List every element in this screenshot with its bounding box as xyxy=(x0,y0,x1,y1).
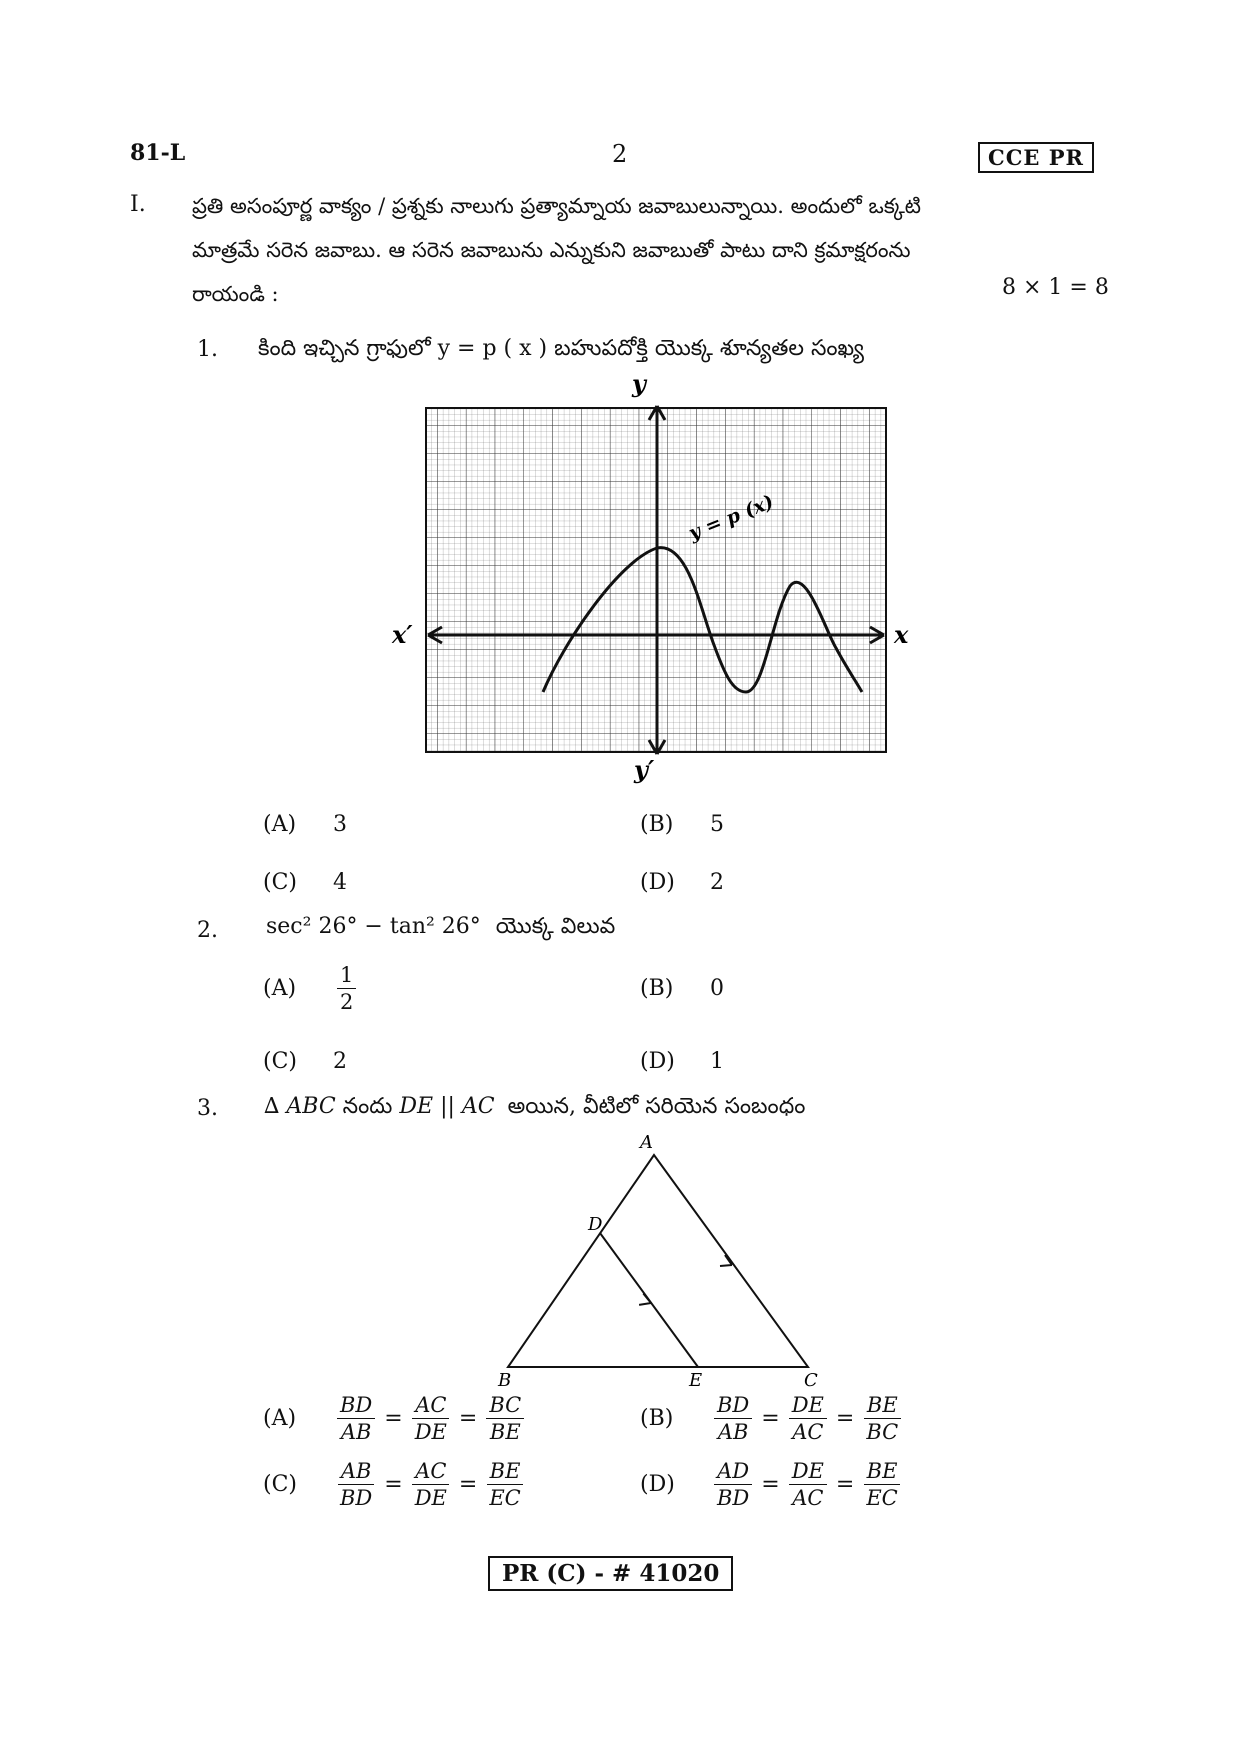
question-1-text: కింది ఇచ్చిన గ్రాఫులో y = p ( x ) బహుపదోక్తి యొక్క శూన్యతల సంఖ్య xyxy=(258,336,864,361)
question-3-mid: నందు xyxy=(342,1094,393,1119)
q3-b-num-3: BE xyxy=(864,1392,901,1419)
vertex-d-label: D xyxy=(588,1214,603,1235)
q3-option-b[interactable] xyxy=(640,1392,905,1445)
q3-option-d-label: (D) xyxy=(640,1472,675,1497)
q1-option-b-value: 5 xyxy=(710,812,724,837)
q1-option-d[interactable] xyxy=(640,870,724,895)
page-number: 2 xyxy=(612,140,628,168)
q3-c-den-2: DE xyxy=(414,1486,447,1510)
q3-a-fraction-1 xyxy=(337,1392,375,1445)
question-3-math2: DE || AC xyxy=(399,1094,495,1119)
q3-d-num-2: DE xyxy=(789,1458,827,1485)
q3-c-fraction-1 xyxy=(337,1458,375,1511)
exam-type-box: CCE PR xyxy=(978,142,1094,173)
q1-option-c[interactable] xyxy=(263,870,347,895)
q3-a-den-3: BE xyxy=(489,1420,521,1444)
question-2-text xyxy=(266,914,615,944)
q2-option-a-numerator: 1 xyxy=(337,962,356,989)
q2-option-a-fraction xyxy=(337,962,356,1015)
q3-b-den-3: BC xyxy=(866,1420,899,1444)
q2-option-b[interactable] xyxy=(640,976,724,1001)
vertex-b-label: B xyxy=(498,1370,512,1390)
q1-option-a-value: 3 xyxy=(333,812,347,837)
q3-c-num-1: AB xyxy=(338,1458,375,1485)
q3-d-den-3: EC xyxy=(866,1486,898,1510)
question-2-math: sec² 26° − tan² 26° xyxy=(266,914,481,939)
y-axis-label: y xyxy=(632,370,646,398)
q2-option-d-value: 1 xyxy=(710,1049,724,1074)
q3-c-num-2: AC xyxy=(412,1458,449,1485)
question-3-math: ∆ ABC xyxy=(264,1094,336,1119)
q2-option-b-value: 0 xyxy=(710,976,724,1001)
question-3-suffix: అయిన, వీటిలో సరియెన సంబంధం xyxy=(507,1094,806,1119)
q3-b-den-2: AC xyxy=(792,1420,824,1444)
curve-label: y = p (x) xyxy=(685,490,777,545)
q1-option-b-label: (B) xyxy=(640,812,674,837)
x-axis-label: x xyxy=(894,620,909,649)
q1-option-a[interactable] xyxy=(263,812,347,837)
q2-option-d[interactable] xyxy=(640,1049,724,1074)
q3-d-eq-1: = xyxy=(761,1472,780,1497)
q3-c-den-1: BD xyxy=(340,1486,373,1510)
question-2-suffix: యొక్క విలువ xyxy=(495,914,616,939)
q3-c-fraction-2 xyxy=(412,1458,450,1511)
paper-code: 81-L xyxy=(130,140,186,166)
q2-option-a-denominator: 2 xyxy=(340,990,354,1014)
question-1-number: 1. xyxy=(197,337,218,362)
q3-d-fraction-1 xyxy=(714,1458,752,1511)
q3-b-fraction-1 xyxy=(714,1392,752,1445)
q3-a-fraction-3 xyxy=(486,1392,524,1445)
q3-c-fraction-3 xyxy=(486,1458,523,1511)
q3-b-eq-1: = xyxy=(761,1406,780,1431)
y-axis-negative-label: y′ xyxy=(634,755,655,784)
q3-c-eq-1: = xyxy=(384,1472,403,1497)
q3-option-a-label: (A) xyxy=(263,1406,297,1431)
q3-b-fraction-2 xyxy=(789,1392,827,1445)
q2-option-d-label: (D) xyxy=(640,1049,675,1074)
instruction-line-2: మాత్రమే సరెన జవాబు. ఆ సరెన జవాబును ఎన్నుకుని జవాబుతో పాటు దాని క్రమాక్షరంను xyxy=(192,238,911,262)
q1-option-a-label: (A) xyxy=(263,812,297,837)
q1-option-c-value: 4 xyxy=(333,870,347,895)
q3-option-d[interactable] xyxy=(640,1458,905,1511)
q3-b-num-2: DE xyxy=(789,1392,827,1419)
q3-option-b-label: (B) xyxy=(640,1406,674,1431)
q3-d-den-1: BD xyxy=(717,1486,750,1510)
vertex-a-label: A xyxy=(640,1132,653,1153)
q3-a-num-1: BD xyxy=(337,1392,375,1419)
section-number: I. xyxy=(130,192,146,217)
q3-a-eq-1: = xyxy=(384,1406,403,1431)
q3-a-num-2: AC xyxy=(412,1392,449,1419)
polynomial-graph xyxy=(380,370,920,790)
q1-option-c-label: (C) xyxy=(263,870,297,895)
q3-d-eq-2: = xyxy=(835,1472,855,1497)
q3-b-fraction-3 xyxy=(863,1392,901,1445)
triangle-abc xyxy=(508,1155,808,1367)
q3-option-c-label: (C) xyxy=(263,1472,297,1497)
q3-d-fraction-3 xyxy=(863,1458,900,1511)
q3-a-fraction-2 xyxy=(412,1392,450,1445)
q2-option-c-label: (C) xyxy=(263,1049,297,1074)
q3-b-num-1: BD xyxy=(714,1392,752,1419)
question-2-number: 2. xyxy=(197,918,218,943)
q2-option-b-label: (B) xyxy=(640,976,674,1001)
q3-b-eq-2: = xyxy=(835,1406,855,1431)
q2-option-a-label: (A) xyxy=(263,976,297,1001)
q3-c-num-3: BE xyxy=(487,1458,524,1485)
q3-d-num-1: AD xyxy=(714,1458,752,1485)
q2-option-c-value: 2 xyxy=(333,1049,347,1074)
q3-a-num-3: BC xyxy=(486,1392,524,1419)
q3-c-eq-2: = xyxy=(458,1472,478,1497)
q3-a-den-1: AB xyxy=(340,1420,372,1444)
footer-code-box: PR (C) - # 41020 xyxy=(488,1556,733,1591)
vertex-e-label: E xyxy=(689,1370,703,1390)
q3-a-eq-2: = xyxy=(458,1406,478,1431)
q3-option-c[interactable] xyxy=(263,1458,528,1511)
question-3-number: 3. xyxy=(197,1096,218,1121)
question-3-text xyxy=(264,1094,805,1124)
q2-option-c[interactable] xyxy=(263,1049,347,1074)
instruction-line-1: ప్రతి అసంపూర్ణ వాక్యం / ప్రశ్నకు నాలుగు ప్రత్యామ్నాయ జవాబులున్నాయి. అందులో ఒక్కటి xyxy=(192,194,921,218)
x-axis-negative-label: x′ xyxy=(392,620,413,649)
q1-option-d-value: 2 xyxy=(710,870,724,895)
q3-d-fraction-2 xyxy=(789,1458,827,1511)
q1-option-d-label: (D) xyxy=(640,870,675,895)
triangle-diagram xyxy=(490,1130,830,1390)
vertex-c-label: C xyxy=(804,1370,818,1390)
q3-option-a[interactable] xyxy=(263,1392,528,1445)
q3-c-den-3: EC xyxy=(489,1486,521,1510)
instruction-line-3: రాయండి : xyxy=(192,282,279,306)
q3-b-den-1: AB xyxy=(717,1420,749,1444)
marks-allocation: 8 × 1 = 8 xyxy=(1002,275,1109,300)
q1-option-b[interactable] xyxy=(640,812,724,837)
q3-d-den-2: AC xyxy=(792,1486,824,1510)
q3-d-num-3: BE xyxy=(864,1458,901,1485)
q2-option-a[interactable] xyxy=(263,962,360,1015)
q3-a-den-2: DE xyxy=(414,1420,447,1444)
